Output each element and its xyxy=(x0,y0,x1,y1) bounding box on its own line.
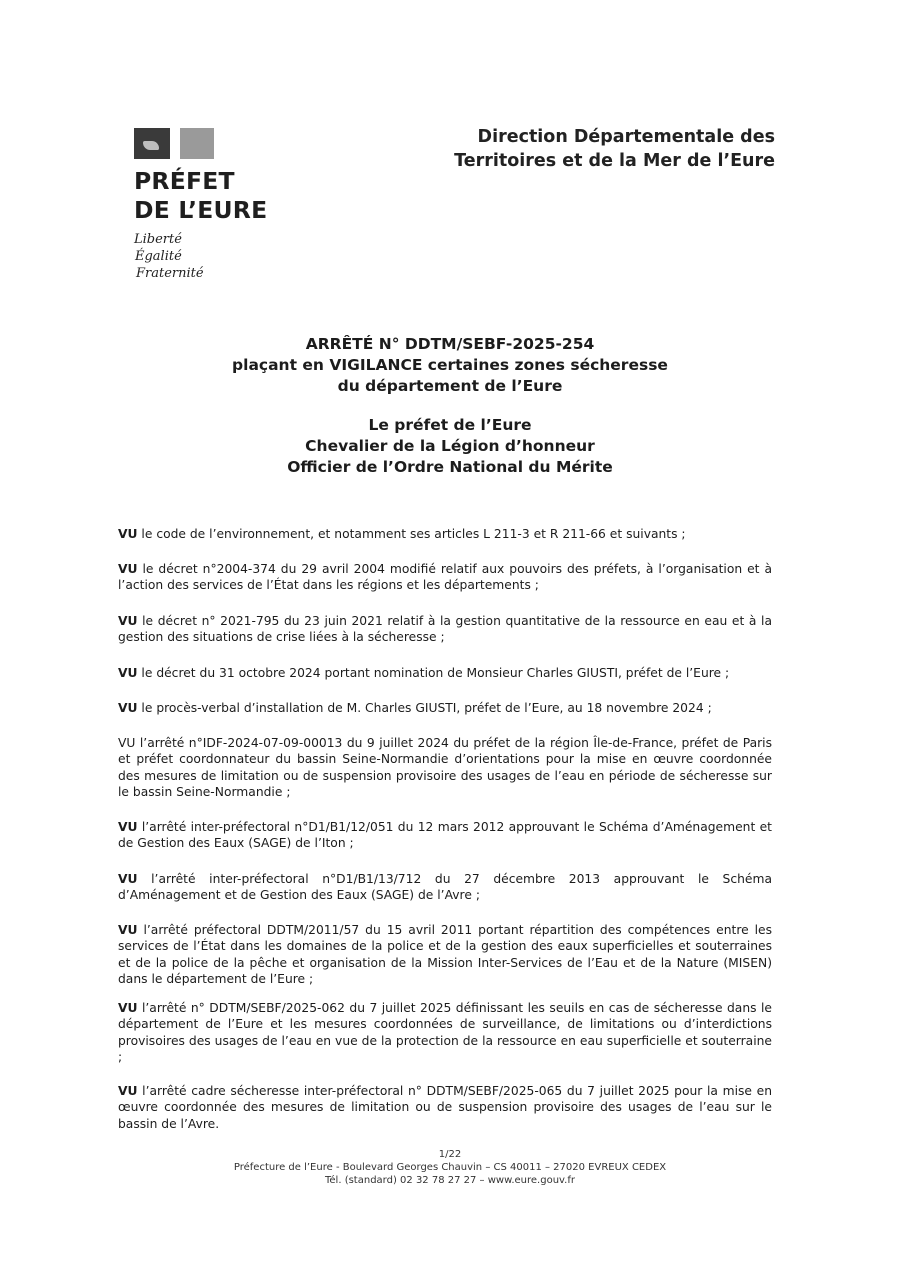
prefect-honour-2: Officier de l’Ordre National du Mérite xyxy=(287,458,613,476)
visa-paragraph: VU le procès-verbal d’installation de M. Charles GIUSTI, préfet de l’Eure, au 18 novembre 2024 ; xyxy=(118,701,712,715)
visa-paragraph: VU l’arrêté n°IDF-2024-07-09-00013 du 9 juillet 2024 du préfet de la région Île-de-France, préfet de Paris et préfet coordonnateur du bassin Seine-Normandie d’orientations pour la mise en œuvre coordonnée des mesures de limitation ou de suspension provisoire des usages de l’eau en période de sécheresse sur le bassin Seine-Normandie ; xyxy=(118,735,772,799)
decree-title xyxy=(150,334,750,478)
page-footer xyxy=(150,1148,750,1187)
issuing-direction xyxy=(454,125,775,173)
prefet-name-line1: PRÉFET xyxy=(134,167,235,195)
marianne-icon xyxy=(134,128,304,159)
decree-subject-line2: du département de l’Eure xyxy=(337,377,563,395)
visa-paragraph: VU le décret du 31 octobre 2024 portant nomination de Monsieur Charles GIUSTI, préfet de l’Eure ; xyxy=(118,665,730,680)
flag-band-icon xyxy=(180,128,214,159)
motto-fraternite: Fraternité xyxy=(136,266,204,281)
visa-paragraph: VU le décret n°2004-374 du 29 avril 2004 modifié relatif aux pouvoirs des préfets, à l’organisation et à l’action des services de l’État dans les régions et les départements ; xyxy=(118,561,772,592)
motto-egalite: Égalité xyxy=(135,249,182,264)
decree-subject-line1: plaçant en VIGILANCE certaines zones sécheresse xyxy=(232,356,668,374)
decree-number: ARRÊTÉ N° DDTM/SEBF-2025-254 xyxy=(305,335,595,353)
republic-motto xyxy=(134,231,304,282)
visa-paragraph: VU le décret n° 2021-795 du 23 juin 2021 relatif à la gestion quantitative de la ressource en eau et à la gestion des situations de crise liées à la sécheresse ; xyxy=(118,613,772,644)
prefect-title: Le préfet de l’Eure xyxy=(368,416,532,434)
motto-liberte: Liberté xyxy=(134,232,182,247)
page-number: 1/22 xyxy=(438,1149,462,1160)
visa-paragraph: VU le code de l’environnement, et notamment ses articles L 211-3 et R 211-66 et suivants ; xyxy=(118,527,686,541)
visa-paragraph: VU l’arrêté préfectoral DDTM/2011/57 du 15 avril 2011 portant répartition des compétences entre les services de l’État dans les domaines de la police et de la gestion des eaux superficielles et souterraines et de la police de la pêche et organisation de la Mission Inter-Services de l’Eau et de la Nature (MISEN) dans le département de l’Eure ; xyxy=(118,922,772,986)
prefect-honour-1: Chevalier de la Légion d’honneur xyxy=(305,437,595,455)
direction-line2: Territoires et de la Mer de l’Eure xyxy=(454,151,775,171)
direction-line1: Direction Départementale des xyxy=(477,127,775,147)
footer-address: Préfecture de l’Eure - Boulevard Georges Chauvin – CS 40011 – 27020 EVREUX CEDEX xyxy=(233,1162,667,1173)
visa-paragraph: VU l’arrêté inter-préfectoral n°D1/B1/13/712 du 27 décembre 2013 approuvant le Schéma d’Aménagement et de Gestion des Eaux (SAGE) de l’Avre ; xyxy=(118,871,772,902)
visa-paragraph: VU l’arrêté n° DDTM/SEBF/2025-062 du 7 juillet 2025 définissant les seuils en cas de sécheresse dans le département de l’Eure et les mesures coordonnées de surveillance, de limitations ou d’interdictions provisoires des usages de l’eau en vue de la protection de la ressource en eau superficielle et souterraine ; xyxy=(118,1000,772,1064)
marianne-profile-icon xyxy=(134,128,170,159)
prefecture-logo xyxy=(134,128,304,282)
visa-paragraph: VU l’arrêté cadre sécheresse inter-préfectoral n° DDTM/SEBF/2025-065 du 7 juillet 2025 pour la mise en œuvre coordonnée des mesures de limitation ou de suspension provisoire des usages de l’eau sur le bassin de l’Avre. xyxy=(118,1083,772,1131)
prefet-name-line2: DE L’EURE xyxy=(134,196,268,224)
visa-paragraph: VU l’arrêté inter-préfectoral n°D1/B1/12/051 du 12 mars 2012 approuvant le Schéma d’Aménagement et de Gestion des Eaux (SAGE) de l’Iton ; xyxy=(118,819,772,850)
visas-list xyxy=(118,526,772,1132)
footer-contact: Tél. (standard) 02 32 78 27 27 – www.eure.gouv.fr xyxy=(325,1175,575,1186)
